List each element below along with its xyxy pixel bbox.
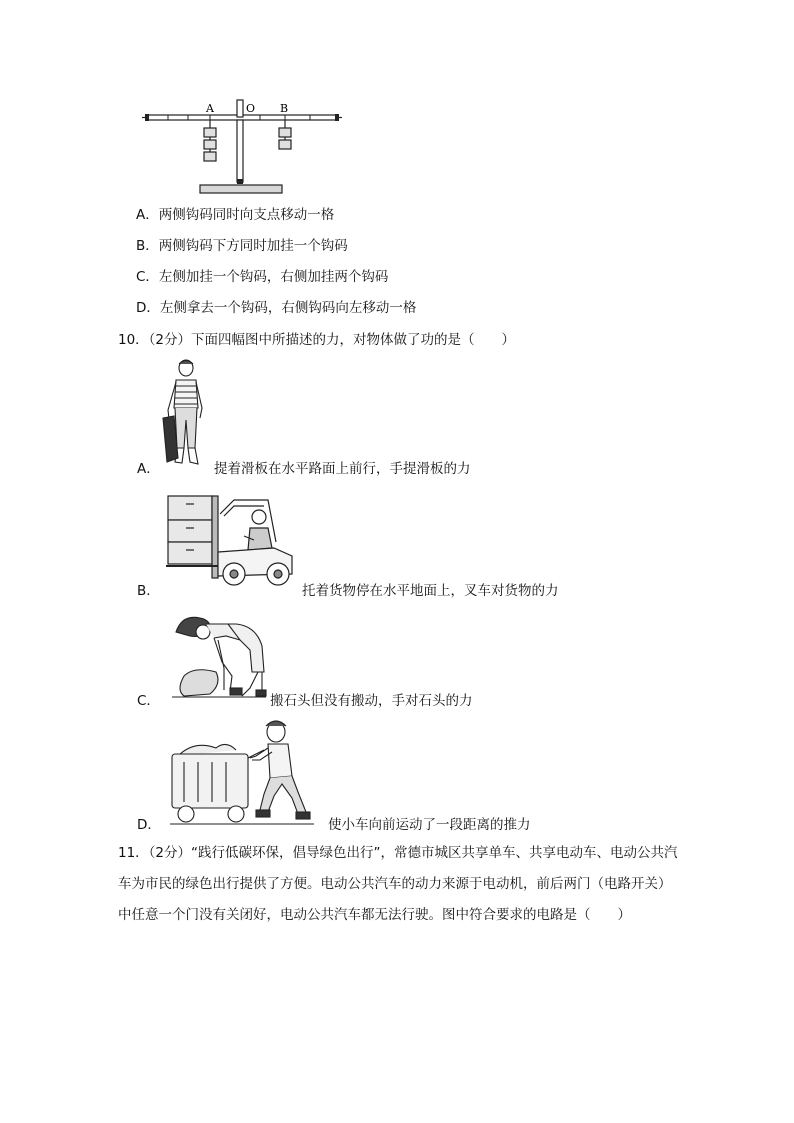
person-lifting-stone-icon <box>170 610 270 702</box>
lever-balance-figure <box>140 95 345 200</box>
q10-option-c-letter: C． <box>137 693 160 709</box>
q9-option-a: A．两侧钩码同时向支点移动一格 <box>136 207 335 223</box>
right-weights <box>279 120 291 149</box>
q10-option-c-caption: 搬石头但没有搬动，手对石头的力 <box>270 693 473 709</box>
q10-stem: 10．（2分）下面四幅图中所描述的力，对物体做了功的是（ ） <box>118 332 516 348</box>
q10-option-d-letter: D． <box>137 817 161 833</box>
q9-option-c: C．左侧加挂一个钩码，右侧加挂两个钩码 <box>136 269 389 285</box>
q9-option-b: B．两侧钩码下方同时加挂一个钩码 <box>136 238 348 254</box>
q9-option-d: D．左侧拿去一个钩码，右侧钩码向左移动一格 <box>136 300 417 316</box>
q10-option-b-letter: B． <box>137 583 160 599</box>
svg-text:O: O <box>246 102 256 115</box>
forklift-with-cargo-icon <box>164 492 296 588</box>
svg-text:B: B <box>280 102 289 115</box>
q10-option-b-caption: 托着货物停在水平地面上，叉车对货物的力 <box>302 583 559 599</box>
q10-option-a-caption: 提着滑板在水平路面上前行，手提滑板的力 <box>214 461 471 477</box>
q11-question-text: 11．（2分）“践行低碳环保，倡导绿色出行”，常德市城区共享单车、共享电动车、电动公共汽车为市民的绿色出行提供了方便。电动公共汽车的动力来源于电动机，前后两门（电路开关）中任意一个门没有关闭好，电动公共汽车都无法行驶。图中符合要求的电路是（ ） <box>118 845 678 923</box>
q10-option-a-letter: A． <box>137 461 160 477</box>
q10-option-d-caption: 使小车向前运动了一段距离的推力 <box>328 817 531 833</box>
svg-text:A: A <box>206 102 214 115</box>
boy-pushing-cart-icon <box>164 714 324 828</box>
boy-holding-skateboard-icon <box>160 358 212 473</box>
left-weights <box>204 120 216 161</box>
